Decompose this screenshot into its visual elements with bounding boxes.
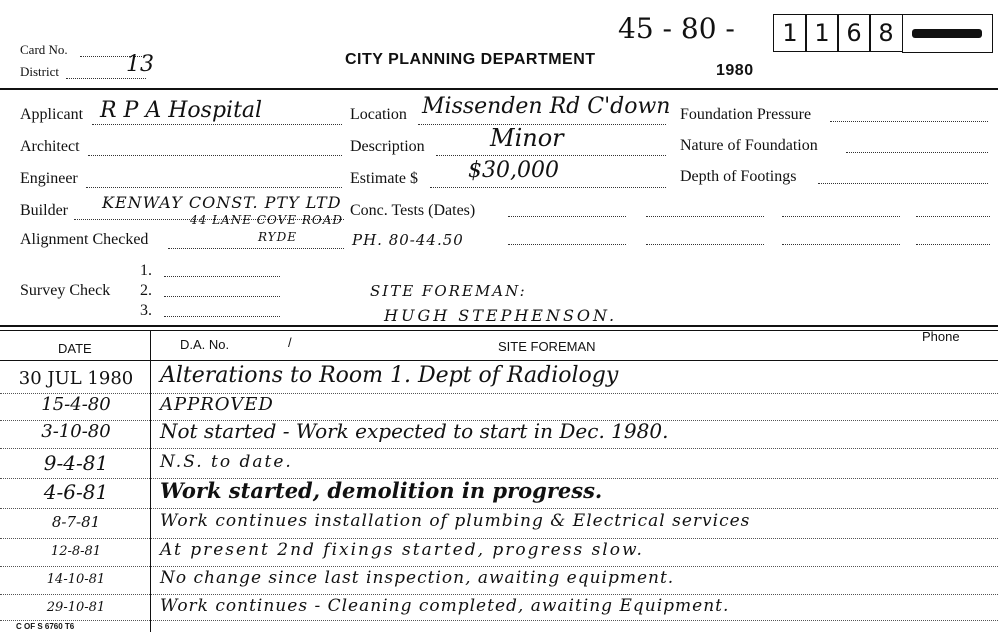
alignment-checked-label: Alignment Checked (20, 231, 149, 248)
table-header-divider (0, 360, 998, 361)
builder-label: Builder (20, 202, 68, 219)
location-label: Location (350, 106, 407, 123)
form-code: C OF S 6760 T6 (16, 622, 75, 631)
table-row-date: 3-10-80 (41, 421, 111, 442)
row-line-1 (0, 393, 998, 394)
department-title: CITY PLANNING DEPARTMENT (345, 51, 596, 68)
table-row-date: 29-10-81 (46, 600, 106, 615)
file-digit-4: 8 (869, 14, 903, 52)
row-line-3 (0, 448, 998, 449)
conc-tests-line-1 (508, 216, 626, 217)
architect-line (88, 155, 342, 156)
header-divider (0, 88, 998, 90)
table-row-date: 15-4-80 (41, 394, 111, 415)
foundation-pressure-line (830, 121, 988, 122)
row-line-6 (0, 538, 998, 539)
file-number-prefix: 45 - 80 - (618, 12, 735, 45)
table-row-text: Work continues - Cleaning completed, awaiting Equipment. (160, 596, 730, 616)
conc-tests-line-6 (646, 244, 764, 245)
conc-tests-line-8 (916, 244, 990, 245)
survey-2-line (164, 296, 280, 297)
district-value: 13 (126, 52, 154, 77)
table-row-text: APPROVED (160, 394, 274, 415)
site-foreman-header: SITE FOREMAN (498, 339, 596, 354)
engineer-label: Engineer (20, 170, 78, 187)
table-row-text: Not started - Work expected to start in Dec. 1980. (160, 419, 669, 443)
location-value: Missenden Rd C'down (422, 94, 671, 119)
conc-tests-line-7 (782, 244, 900, 245)
estimate-label: Estimate $ (350, 170, 418, 187)
survey-3-line (164, 316, 280, 317)
survey-2-label: 2. (140, 282, 152, 299)
table-row-date: 14-10-81 (46, 572, 106, 587)
row-line-8 (0, 594, 998, 595)
table-top-border (0, 325, 998, 327)
table-row-text: N.S. to date. (160, 452, 293, 472)
da-no-header: D.A. No. (180, 337, 230, 352)
district-label: District (20, 64, 59, 79)
table-row-text: Alterations to Room 1. Dept of Radiology (160, 363, 619, 388)
file-digit-2: 1 (805, 14, 839, 52)
estimate-value: $30,000 (468, 158, 559, 183)
table-row-date: 8-7-81 (51, 513, 101, 531)
foundation-pressure-label: Foundation Pressure (680, 106, 812, 123)
table-row-date: 12-8-81 (50, 544, 102, 559)
card-no-label: Card No. (20, 42, 68, 57)
redacted-box (902, 14, 993, 53)
alignment-line (168, 248, 344, 249)
file-digit-3: 6 (837, 14, 871, 52)
table-row-date: 9-4-81 (43, 451, 109, 475)
table-row-text: Work continues installation of plumbing & Electrical services (160, 511, 751, 531)
conc-tests-label: Conc. Tests (Dates) (350, 202, 476, 219)
table-row-text: At present 2nd fixings started, progress slow. (160, 540, 644, 560)
depth-footings-line (818, 183, 988, 184)
conc-tests-line-5 (508, 244, 626, 245)
conc-tests-line-2 (646, 216, 764, 217)
builder-value: KENWAY CONST. PTY LTD (102, 193, 342, 212)
conc-tests-line-3 (782, 216, 900, 217)
file-digit-1: 1 (773, 14, 807, 52)
nature-foundation-label: Nature of Foundation (680, 137, 818, 154)
site-foreman-name: HUGH STEPHENSON. (384, 306, 618, 325)
scribble-mark (912, 29, 982, 38)
site-foreman-note: SITE FOREMAN: (370, 282, 527, 300)
builder-address-1: 44 LANE COVE ROAD (190, 213, 344, 227)
district-line (66, 78, 146, 79)
row-line-5 (0, 508, 998, 509)
table-row-date: 30 JUL 1980 (18, 368, 134, 389)
table-row-text: No change since last inspection, awaiting equipment. (160, 568, 675, 588)
survey-check-label: Survey Check (20, 282, 111, 299)
engineer-line (86, 187, 342, 188)
description-value: Minor (490, 124, 564, 152)
applicant-value: R P A Hospital (100, 98, 263, 123)
nature-foundation-line (846, 152, 988, 153)
conc-tests-line-4 (916, 216, 990, 217)
architect-label: Architect (20, 138, 80, 155)
row-line-7 (0, 566, 998, 567)
date-header: DATE (58, 341, 92, 356)
row-line-9 (0, 620, 998, 621)
description-label: Description (350, 138, 425, 155)
applicant-label: Applicant (20, 106, 84, 123)
table-row-date: 4-6-81 (43, 480, 109, 504)
survey-1-line (164, 276, 280, 277)
survey-3-label: 3. (140, 302, 152, 319)
phone-header: Phone (922, 329, 960, 344)
table-row-text: Work started, demolition in progress. (160, 478, 603, 503)
builder-address-2: RYDE (258, 230, 297, 244)
year-label: 1980 (716, 62, 754, 79)
date-column-divider (150, 330, 151, 632)
builder-phone: PH. 80-44.50 (352, 231, 464, 249)
description-line (436, 155, 666, 156)
da-no-value: / (288, 335, 292, 350)
applicant-line (92, 124, 342, 125)
survey-1-label: 1. (140, 262, 152, 279)
estimate-line (430, 187, 666, 188)
depth-footings-label: Depth of Footings (680, 168, 797, 185)
